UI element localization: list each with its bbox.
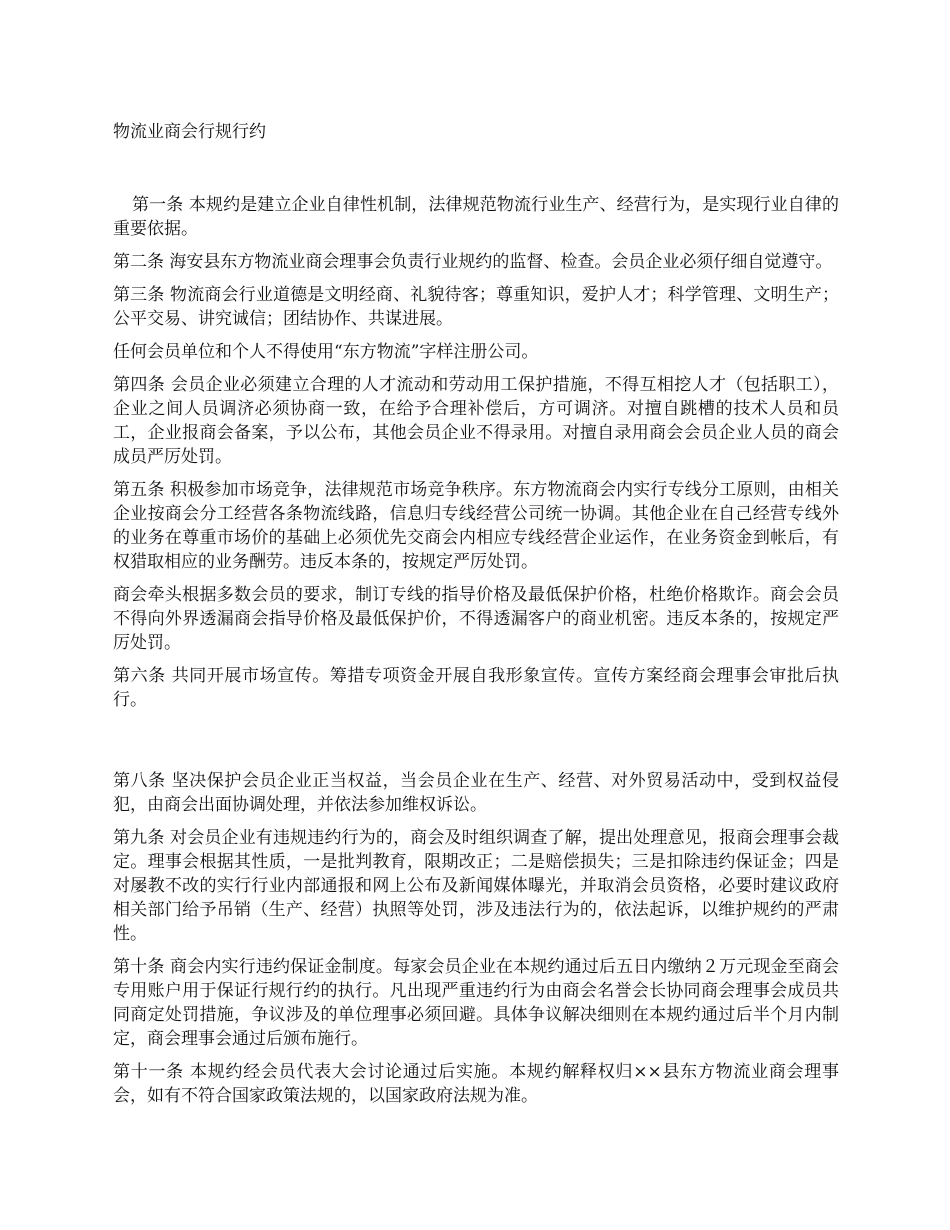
- article-5: 第五条 积极参加市场竞争，法律规范市场竞争秩序。东方物流商会内实行专线分工原则，由相关企业按商会分工经营各条物流线路，信息归专线经营公司统一协调。其他企业在自己经营专线外的业务在尊重市场价的基础上必须优先交商会内相应专线经营企业运作，在业务资金到帐后，有权猎取相应的业务酬劳。违反本条的，按规定严厉处罚。: [113, 480, 839, 572]
- article-6: 第六条 共同开展市场宣传。筹措专项资金开展自我形象宣传。宣传方案经商会理事会审批后执行。: [113, 666, 839, 710]
- section-gap: [113, 721, 839, 769]
- article-3-supplement: 任何会员单位和个人不得使用“东方物流”字样注册公司。: [113, 342, 539, 362]
- article-9: 第九条 对会员企业有违规违约行为的，商会及时组织调查了解，提出处理意见，报商会理事会裁定。理事会根据其性质，一是批判教育，限期改正；二是赔偿损失；三是扣除违约保证金；四是对屡教不改的实行行业内部通报和网上公布及新闻媒体曝光，并取消会员资格，必要时建议政府相关部门给予吊销（生产、经营）执照等处罚，涉及违法行为的，依法起诉，以维护规约的严肃性。: [113, 828, 839, 944]
- document-title: 物流业商会行规行约: [113, 122, 266, 142]
- article-5-supplement: 商会牵头根据多数会员的要求，制订专线的指导价格及最低保护价格，杜绝价格欺诈。商会会员不得向外界透漏商会指导价格及最低保护价，不得透漏客户的商业机密。违反本条的，按规定严厉处罚。: [113, 585, 839, 653]
- article-3: 第三条 物流商会行业道德是文明经商、礼貌待客；尊重知识，爱护人才；科学管理、文明生产；公平交易、讲究诚信；团结协作、共谋进展。: [113, 285, 839, 329]
- article-2: 第二条 海安县东方物流业商会理事会负责行业规约的监督、检查。会员企业必须仔细自觉遵守。: [113, 252, 833, 272]
- article-11: 第十一条 本规约经会员代表大会讨论通过后实施。本规约解释权归××县东方物流业商会理事会，如有不符合国家政策法规的，以国家政府法规为准。: [113, 1062, 839, 1106]
- article-1: 第一条 本规约是建立企业自律性机制，法律规范物流行业生产、经营行为，是实现行业自律的重要依据。: [113, 195, 839, 239]
- article-8: 第八条 坚决保护会员企业正当权益，当会员企业在生产、经营、对外贸易活动中，受到权益侵犯，由商会出面协调处理，并依法参加维权诉讼。: [113, 771, 839, 815]
- article-10: 第十条 商会内实行违约保证金制度。每家会员企业在本规约通过后五日内缴纳２万元现金至商会专用账户用于保证行规行约的执行。凡出现严重违约行为由商会名誉会长协同商会理事会成员共同商定处罚措施，争议涉及的单位理事必须回避。具体争议解决细则在本规约通过后半个月内制定，商会理事会通过后颁布施行。: [113, 957, 839, 1049]
- article-4: 第四条 会员企业必须建立合理的人才流动和劳动用工保护措施，不得互相挖人才（包括职工），企业之间人员调济必须协商一致，在给予合理补偿后，方可调济。对擅自跳槽的技术人员和员工，企业报商会备案，予以公布，其他会员企业不得录用。对擅自录用商会会员企业人员的商会成员严厉处罚。: [113, 375, 839, 467]
- document-page: [113, 120, 839, 1117]
